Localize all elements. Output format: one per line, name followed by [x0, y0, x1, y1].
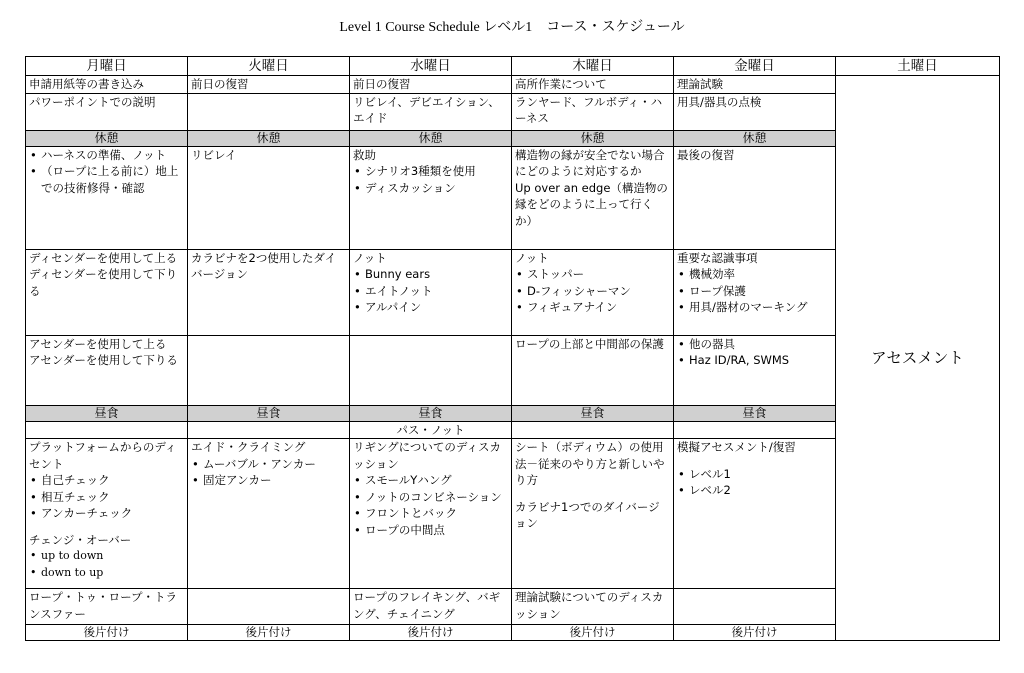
cell: [26, 439, 188, 589]
cell-text: ディセンダーを使用して下りる: [29, 267, 178, 298]
break-cell: 休憩: [512, 130, 674, 146]
cell: ロープの上部と中間部の保護: [512, 335, 674, 405]
cell-heading: 模擬アセスメント/復習: [677, 440, 796, 454]
cell-heading: エイド・クライミング: [191, 440, 306, 454]
day-friday: 金曜日: [674, 57, 836, 76]
cell: [512, 146, 674, 249]
lunch-cell: 昼食: [674, 405, 836, 421]
break-cell: 休憩: [26, 130, 188, 146]
cell: リビレイ: [188, 146, 350, 249]
list-item: • ストッパー: [515, 266, 670, 283]
cell: [512, 249, 674, 335]
list-item: • Haz ID/RA, SWMS: [677, 352, 832, 369]
break-cell: 休憩: [674, 130, 836, 146]
cell: パワーポイントでの説明: [26, 93, 188, 130]
cell: [512, 421, 674, 439]
cell-text: アセンダーを使用して上る: [29, 336, 167, 351]
schedule-table: [25, 56, 1000, 641]
list-item: • エイトノット: [353, 283, 508, 300]
cell: [674, 589, 836, 625]
cleanup-cell: 後片付け: [26, 625, 188, 641]
list-item: • ロープの中間点: [353, 522, 508, 539]
cell: リビレイ、デビエイション、エイド: [350, 93, 512, 130]
cell-text: アセンダーを使用して下りる: [29, 353, 178, 367]
cleanup-cell: 後片付け: [512, 625, 674, 641]
cell-heading: 救助: [353, 147, 376, 162]
day-tuesday: 火曜日: [188, 57, 350, 76]
cell: 理論試験についてのディスカッション: [512, 589, 674, 625]
list-item: • スモールYハング: [353, 472, 508, 489]
saturday-assessment: アセスメント: [836, 76, 1000, 641]
day-saturday: 土曜日: [836, 57, 1000, 76]
list-item: • 固定アンカー: [191, 472, 346, 489]
list-item: • アルパイン: [353, 299, 508, 316]
list-item: • up to down: [29, 548, 184, 565]
list-item: • Bunny ears: [353, 266, 508, 283]
break-cell: 休憩: [350, 130, 512, 146]
cell-text: チェンジ・オーバー: [29, 532, 132, 547]
day-thursday: 木曜日: [512, 57, 674, 76]
list-item: • アンカーチェック: [29, 505, 184, 522]
list-item: • 自己チェック: [29, 472, 184, 489]
table-row: [26, 76, 1000, 94]
pass-knot-cell: パス・ノット: [350, 421, 512, 439]
list-item: • フロントとバック: [353, 505, 508, 522]
list-item: • レベル2: [677, 482, 832, 499]
cell-heading: ノット: [353, 250, 387, 265]
list-item: • フィギュアナイン: [515, 299, 670, 316]
list-item: • ムーバブル・アンカー: [191, 456, 346, 473]
cell: [674, 249, 836, 335]
cell: [188, 93, 350, 130]
cell: 理論試験: [674, 76, 836, 94]
page-title: Level 1 Course Schedule レベル1 コース・スケジュール: [339, 20, 685, 35]
list-item: • ロープ保護: [677, 283, 832, 300]
list-item: • シナリオ3種類を使用: [353, 163, 508, 180]
cell: ランヤード、フルボディ・ハーネス: [512, 93, 674, 130]
cell-text: シート（ボディウム）の使用法－従来のやり方と新しいやり方: [515, 440, 665, 487]
list-item: • D-フィッシャーマン: [515, 283, 670, 300]
cell-text: カラビナ1つでのダイバージョン: [515, 499, 660, 530]
cell: [350, 249, 512, 335]
lunch-cell: 昼食: [188, 405, 350, 421]
list-item: • 用具/器材のマーキング: [677, 299, 832, 316]
lunch-cell: 昼食: [26, 405, 188, 421]
cleanup-cell: 後片付け: [350, 625, 512, 641]
cell: ロープのフレイキング、バギング、チェイニング: [350, 589, 512, 625]
cell: 申請用紙等の書き込み: [26, 76, 188, 94]
cell: 前日の復習: [188, 76, 350, 94]
cell: [674, 421, 836, 439]
list-item: • 他の器具: [677, 336, 832, 353]
cell: [188, 335, 350, 405]
cell-text: 構造物の縁が安全でない場合にどのように対応するか: [515, 147, 665, 178]
cell: ロープ・トゥ・ロープ・トランスファー: [26, 589, 188, 625]
list-item: • ディスカッション: [353, 180, 508, 197]
cell: [26, 249, 188, 335]
list-item: • 相互チェック: [29, 489, 184, 506]
cell: [26, 146, 188, 249]
cell: [350, 335, 512, 405]
cell-heading: リギングについてのディスカッション: [353, 440, 502, 471]
lunch-cell: 昼食: [350, 405, 512, 421]
cell: 高所作業について: [512, 76, 674, 94]
cell: [188, 589, 350, 625]
cell: [188, 439, 350, 589]
cleanup-cell: 後片付け: [674, 625, 836, 641]
cell: カラビナを2つ使用したダイバージョン: [188, 249, 350, 335]
cell: [674, 439, 836, 589]
cell: [512, 439, 674, 589]
cell: [350, 146, 512, 249]
day-header-row: [26, 57, 1000, 76]
cell: [674, 335, 836, 405]
cell-heading: 重要な認識事項: [677, 250, 758, 265]
lunch-cell: 昼食: [512, 405, 674, 421]
day-wednesday: 水曜日: [350, 57, 512, 76]
list-item: • （ロープに上る前に）地上での技術修得・確認: [29, 163, 184, 196]
cell: [26, 421, 188, 439]
list-item: • レベル1: [677, 466, 832, 483]
cell-text: プラットフォームからのディセント: [29, 440, 177, 471]
cell-text: ディセンダーを使用して上る: [29, 250, 178, 265]
list-item: • 機械効率: [677, 266, 832, 283]
cell-text: Up over an edge（構造物の縁をどのように上って行くか）: [515, 180, 668, 228]
cell: 前日の復習: [350, 76, 512, 94]
list-item: • ハーネスの準備、ノット: [29, 147, 184, 164]
list-item: • down to up: [29, 565, 184, 582]
cell: 最後の復習: [674, 146, 836, 249]
cell: [350, 439, 512, 589]
day-monday: 月曜日: [26, 57, 188, 76]
cleanup-cell: 後片付け: [188, 625, 350, 641]
list-item: • ノットのコンビネーション: [353, 489, 508, 506]
cell: [188, 421, 350, 439]
cell-heading: ノット: [515, 250, 549, 265]
cell: [26, 335, 188, 405]
cell: 用具/器具の点検: [674, 93, 836, 130]
break-cell: 休憩: [188, 130, 350, 146]
